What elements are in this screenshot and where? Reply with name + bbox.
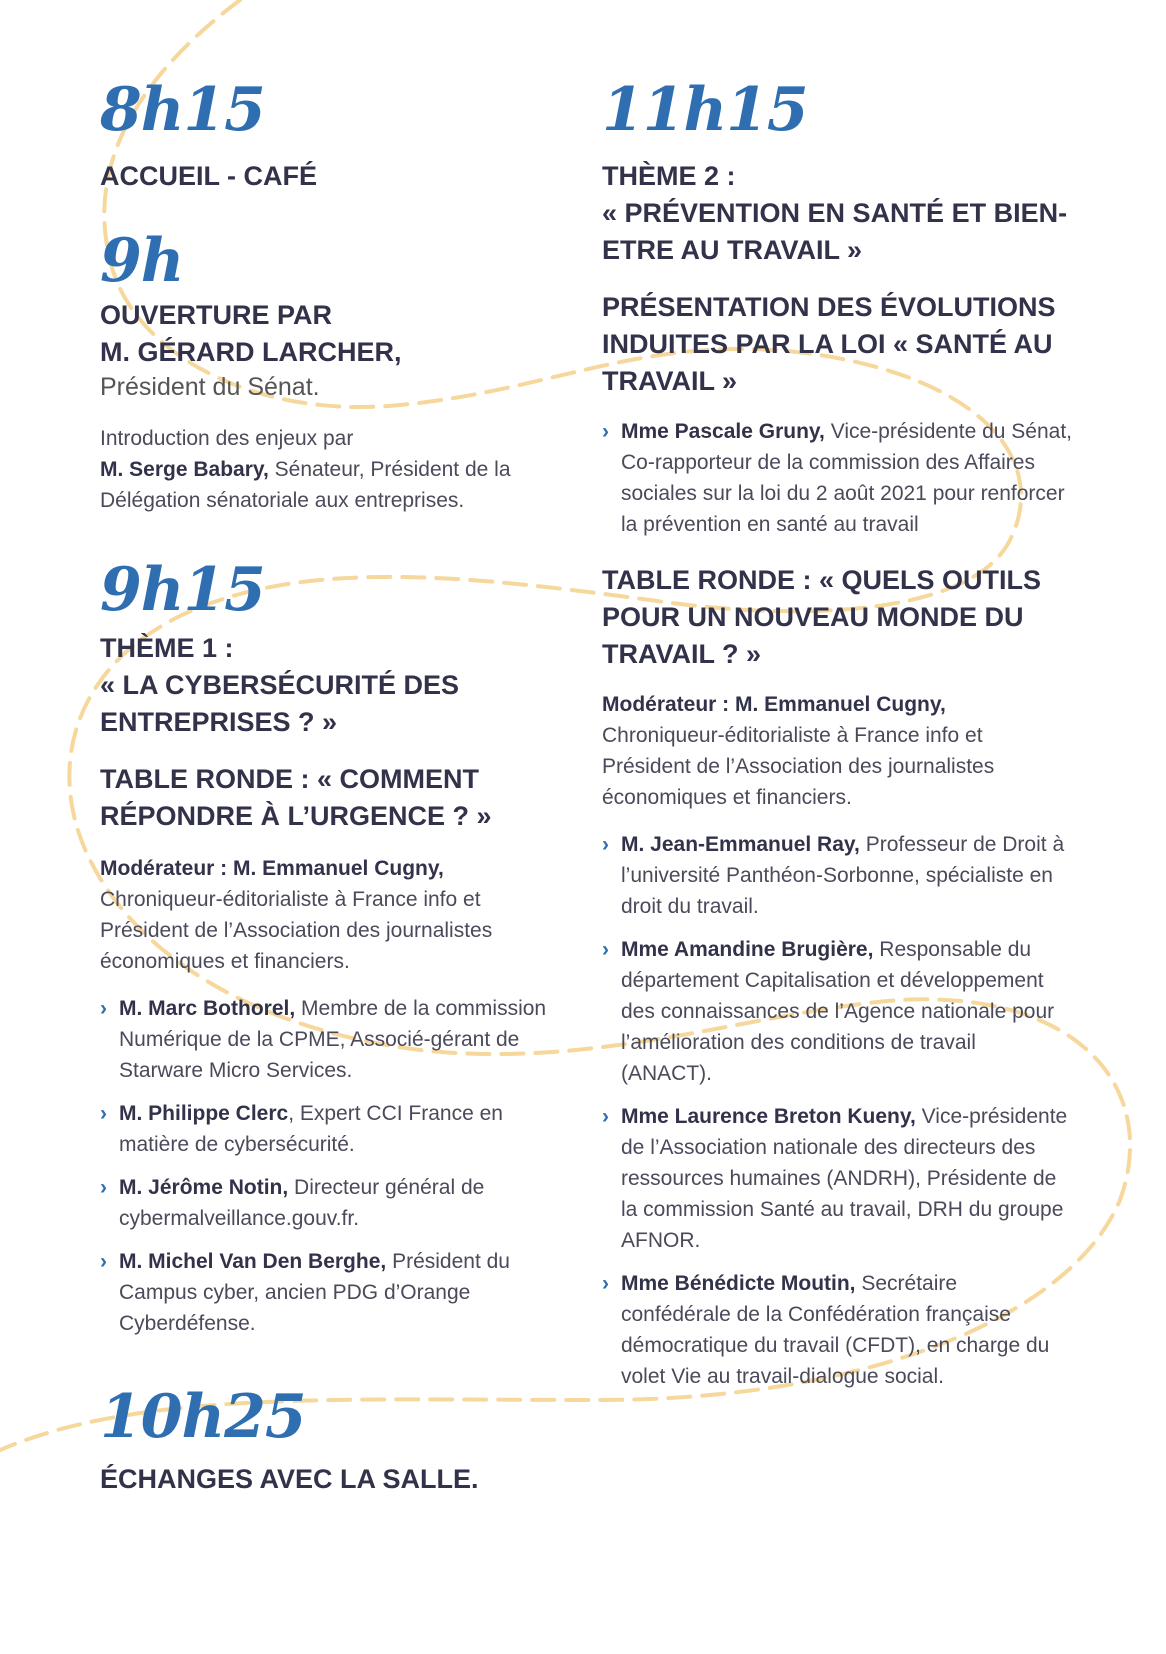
theme2-label: THÈME 2 : xyxy=(602,161,736,191)
chevron-right-icon: › xyxy=(602,420,609,443)
speaker-moutin xyxy=(602,1268,1072,1392)
speaker-notin xyxy=(100,1172,570,1234)
speaker-desc: Vice-présidente de l’Association nationale des directeurs des ressources humaines (ANDRH), Présidente de la commission Santé au travail, DRH du groupe AFNOR. xyxy=(621,1105,1068,1252)
chevron-right-icon: › xyxy=(100,997,107,1020)
speaker-name: Mme Bénédicte Moutin, xyxy=(621,1272,856,1295)
theme1-title: « LA CYBERSÉCURITÉ DES ENTREPRISES ? » xyxy=(100,670,460,737)
moderator-desc: Chroniqueur-éditorialiste à France info et Président de l’Association des journalistes économiques et financiers. xyxy=(100,888,493,973)
speaker-clerc xyxy=(100,1098,570,1160)
speaker-desc: , Expert CCI France en matière de cybersécurité. xyxy=(119,1102,503,1156)
moderator-1-paragraph xyxy=(100,853,570,977)
theme1-label: THÈME 1 : xyxy=(100,633,234,663)
chevron-right-icon: › xyxy=(602,1272,609,1295)
theme2-title: « PRÉVENTION EN SANTÉ ET BIEN-ETRE AU TRAVAIL » xyxy=(602,198,1068,265)
introduction-paragraph xyxy=(100,423,570,516)
chevron-right-icon: › xyxy=(100,1250,107,1273)
moderator-name: Modérateur : M. Emmanuel Cugny, xyxy=(602,693,946,716)
chevron-right-icon: › xyxy=(100,1102,107,1125)
table-ronde-2-title: TABLE RONDE : « QUELS OUTILS POUR UN NOUVEAU MONDE DU TRAVAIL ? » xyxy=(602,565,1042,669)
intro-speaker-desc: Sénateur, Président de la Délégation sénatoriale aux entreprises. xyxy=(100,458,511,512)
speaker-name: M. Jérôme Notin, xyxy=(119,1176,289,1199)
speaker-gruny xyxy=(602,416,1072,540)
time-10h25: 10h25 xyxy=(100,1382,306,1452)
speaker-desc: Professeur de Droit à l’université Panthéon-Sorbonne, spécialiste en droit du travail. xyxy=(621,833,1065,918)
speaker-name: M. Marc Bothorel, xyxy=(119,997,296,1020)
echanges-heading: ÉCHANGES AVEC LA SALLE. xyxy=(100,1464,479,1494)
speaker-desc: Responsable du département Capitalisation et développement des connaissances de l’Agence nationale pour l’amélioration des conditions de travail (ANACT). xyxy=(621,938,1055,1085)
moderator-desc: Chroniqueur-éditorialiste à France info et Président de l’Association des journalistes économiques et financiers. xyxy=(602,724,995,809)
ouverture-heading-line1: OUVERTURE PAR xyxy=(100,300,333,330)
intro-speaker-name: M. Serge Babary, xyxy=(100,458,269,481)
moderator-2-paragraph xyxy=(602,689,1072,813)
speaker-name: Mme Pascale Gruny, xyxy=(621,420,825,443)
speaker-desc: Secrétaire confédérale de la Confédération française démocratique du travail (CFDT), en charge du volet Vie au travail-dialogue social. xyxy=(621,1272,1050,1388)
chevron-right-icon: › xyxy=(602,938,609,961)
accueil-cafe-heading: ACCUEIL - CAFÉ xyxy=(100,161,318,191)
left-column xyxy=(100,75,570,1498)
right-column xyxy=(602,75,1072,1392)
speaker-desc: Président du Campus cyber, ancien PDG d’Orange Cyberdéfense. xyxy=(119,1250,510,1335)
time-9h15: 9h15 xyxy=(100,555,265,625)
time-9h: 9h xyxy=(100,226,184,296)
time-8h15: 8h15 xyxy=(100,75,265,145)
ouverture-heading-line2: M. GÉRARD LARCHER, xyxy=(100,337,402,367)
table-ronde-1-title: TABLE RONDE : « COMMENT RÉPONDRE À L’URGENCE ? » xyxy=(100,764,492,831)
intro-text: Introduction des enjeux par xyxy=(100,427,354,450)
speaker-breton-kueny xyxy=(602,1101,1072,1256)
speaker-desc: Directeur général de cybermalveillance.gouv.fr. xyxy=(119,1176,485,1230)
speaker-desc: Vice-présidente du Sénat, Co-rapporteur de la commission des Affaires sociales sur la loi du 2 août 2021 pour renforcer la prévention en santé au travail xyxy=(621,420,1072,536)
chevron-right-icon: › xyxy=(602,1105,609,1128)
presentation-heading: PRÉSENTATION DES ÉVOLUTIONS INDUITES PAR LA LOI « SANTÉ AU TRAVAIL » xyxy=(602,292,1056,396)
speaker-ray xyxy=(602,829,1072,922)
speaker-desc: Membre de la commission Numérique de la CPME, Associé-gérant de Starware Micro Services. xyxy=(119,997,547,1082)
speaker-name: M. Michel Van Den Berghe, xyxy=(119,1250,387,1273)
time-11h15: 11h15 xyxy=(602,75,808,145)
speaker-name: M. Philippe Clerc xyxy=(119,1102,289,1125)
speaker-van-den-berghe xyxy=(100,1246,570,1339)
chevron-right-icon: › xyxy=(100,1176,107,1199)
speaker-name: Mme Laurence Breton Kueny, xyxy=(621,1105,916,1128)
speaker-name: M. Jean-Emmanuel Ray, xyxy=(621,833,860,856)
moderator-name: Modérateur : M. Emmanuel Cugny, xyxy=(100,857,444,880)
ouverture-subtitle: Président du Sénat. xyxy=(100,373,320,401)
speaker-bothorel xyxy=(100,993,570,1086)
speaker-name: Mme Amandine Brugière, xyxy=(621,938,874,961)
chevron-right-icon: › xyxy=(602,833,609,856)
speaker-brugiere xyxy=(602,934,1072,1089)
